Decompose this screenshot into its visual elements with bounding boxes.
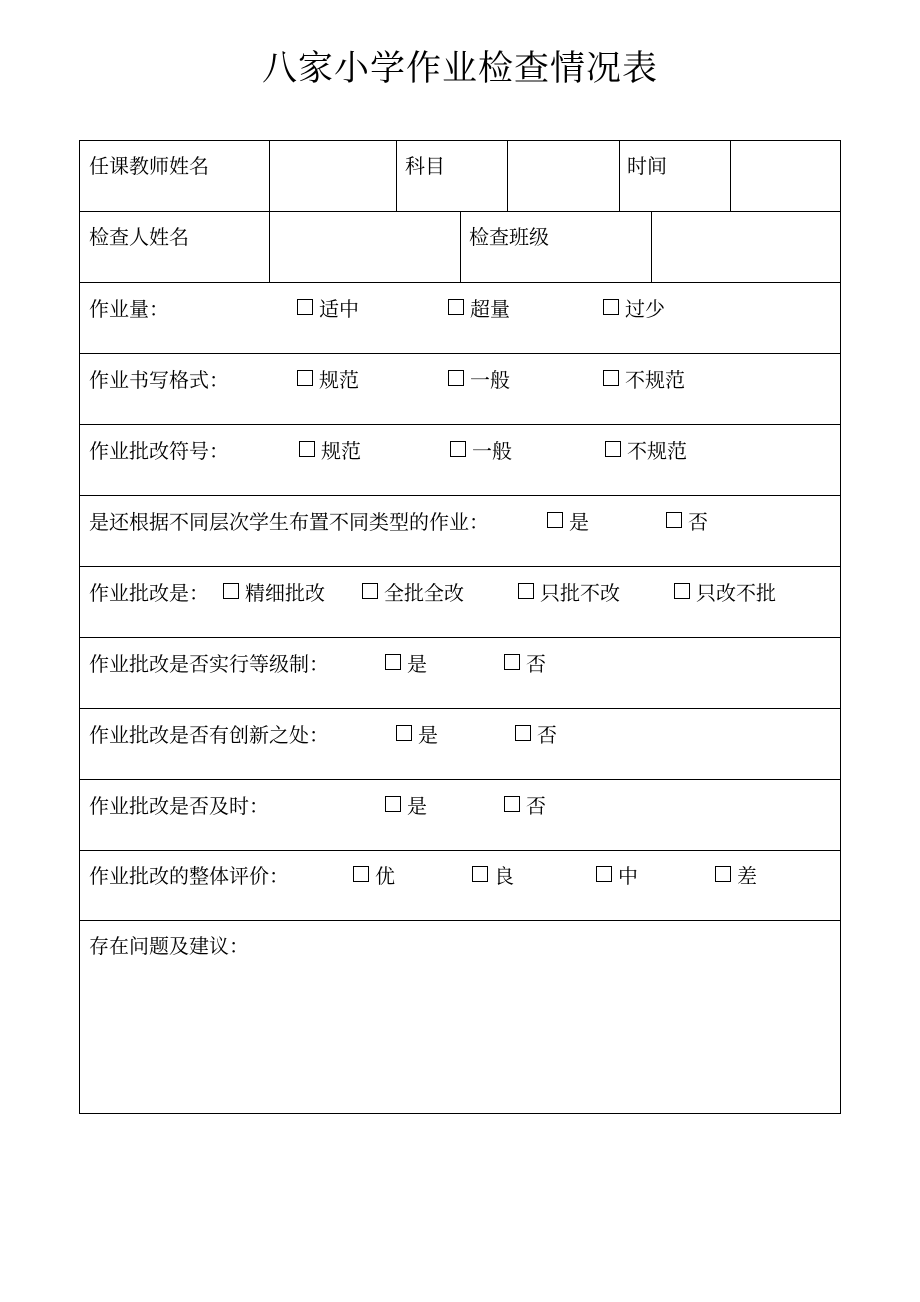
marking-symbols-checkbox[interactable] (299, 441, 315, 457)
differentiated-option: 是 (569, 510, 589, 534)
writing-format-option: 一般 (470, 368, 510, 392)
teacher-name-field[interactable] (271, 143, 395, 209)
writing-format-option: 不规范 (625, 368, 685, 392)
cell-divider (730, 141, 731, 211)
row-divider (80, 850, 840, 851)
amount-checkbox[interactable] (448, 299, 464, 315)
marking-method-checkbox[interactable] (518, 583, 534, 599)
cell-divider (651, 211, 652, 282)
amount-checkbox[interactable] (297, 299, 313, 315)
marking-symbols-checkbox[interactable] (605, 441, 621, 457)
grading-system-label: 作业批改是否实行等级制： (89, 652, 329, 676)
issues-label: 存在问题及建议： (89, 934, 249, 958)
overall-option: 优 (375, 864, 395, 888)
page-title: 八家小学作业检查情况表 (261, 49, 658, 89)
inspector-name-label: 检查人姓名 (89, 225, 189, 249)
row-divider (80, 566, 840, 567)
innovation-checkbox[interactable] (396, 725, 412, 741)
inspection-form (79, 140, 841, 1114)
marking-symbols-option: 一般 (472, 439, 512, 463)
marking-method-option: 全批全改 (384, 581, 464, 605)
row-divider (80, 779, 840, 780)
differentiated-label: 是还根据不同层次学生布置不同类型的作业： (89, 510, 489, 534)
differentiated-checkbox[interactable] (666, 512, 682, 528)
overall-checkbox[interactable] (353, 866, 369, 882)
overall-checkbox[interactable] (715, 866, 731, 882)
grading-system-option: 否 (526, 652, 546, 676)
grading-system-option: 是 (407, 652, 427, 676)
marking-symbols-option: 不规范 (627, 439, 687, 463)
marking-symbols-label: 作业批改符号： (89, 439, 229, 463)
row-divider (80, 495, 840, 496)
marking-method-option: 只批不改 (540, 581, 620, 605)
teacher-name-label: 任课教师姓名 (89, 154, 209, 178)
grading-system-checkbox[interactable] (385, 654, 401, 670)
subject-field[interactable] (509, 143, 618, 209)
row-divider (80, 282, 840, 283)
cell-divider (269, 141, 270, 211)
marking-method-option: 只改不批 (696, 581, 776, 605)
writing-format-checkbox[interactable] (603, 370, 619, 386)
overall-checkbox[interactable] (596, 866, 612, 882)
overall-checkbox[interactable] (472, 866, 488, 882)
marking-method-checkbox[interactable] (362, 583, 378, 599)
overall-label: 作业批改的整体评价： (89, 864, 289, 888)
innovation-label: 作业批改是否有创新之处： (89, 723, 329, 747)
amount-checkbox[interactable] (603, 299, 619, 315)
marking-symbols-option: 规范 (321, 439, 361, 463)
issues-textarea[interactable] (82, 963, 838, 1111)
marking-symbols-checkbox[interactable] (450, 441, 466, 457)
class-label: 检查班级 (469, 225, 549, 249)
writing-format-checkbox[interactable] (297, 370, 313, 386)
marking-method-checkbox[interactable] (223, 583, 239, 599)
timeliness-label: 作业批改是否及时： (89, 794, 269, 818)
row-divider (80, 424, 840, 425)
row-divider (80, 708, 840, 709)
innovation-option: 否 (537, 723, 557, 747)
amount-option: 超量 (470, 297, 510, 321)
cell-divider (396, 141, 397, 211)
row-divider (80, 353, 840, 354)
timeliness-option: 否 (526, 794, 546, 818)
marking-method-label: 作业批改是： (89, 581, 209, 605)
overall-option: 中 (618, 864, 638, 888)
time-field[interactable] (732, 143, 838, 209)
timeliness-checkbox[interactable] (385, 796, 401, 812)
subject-label: 科目 (405, 154, 445, 178)
writing-format-option: 规范 (319, 368, 359, 392)
amount-option: 适中 (319, 297, 359, 321)
innovation-option: 是 (418, 723, 438, 747)
differentiated-checkbox[interactable] (547, 512, 563, 528)
cell-divider (460, 211, 461, 282)
marking-method-option: 精细批改 (245, 581, 325, 605)
row-divider (80, 637, 840, 638)
innovation-checkbox[interactable] (515, 725, 531, 741)
amount-option: 过少 (625, 297, 665, 321)
writing-format-checkbox[interactable] (448, 370, 464, 386)
timeliness-checkbox[interactable] (504, 796, 520, 812)
grading-system-checkbox[interactable] (504, 654, 520, 670)
overall-option: 差 (737, 864, 757, 888)
timeliness-option: 是 (407, 794, 427, 818)
time-label: 时间 (627, 154, 667, 178)
cell-divider (269, 211, 270, 282)
marking-method-checkbox[interactable] (674, 583, 690, 599)
class-field[interactable] (653, 213, 838, 280)
row-divider (80, 920, 840, 921)
amount-label: 作业量： (89, 297, 169, 321)
cell-divider (619, 141, 620, 211)
differentiated-option: 否 (688, 510, 708, 534)
writing-format-label: 作业书写格式： (89, 368, 229, 392)
overall-option: 良 (494, 864, 514, 888)
inspector-name-field[interactable] (271, 213, 459, 280)
cell-divider (507, 141, 508, 211)
